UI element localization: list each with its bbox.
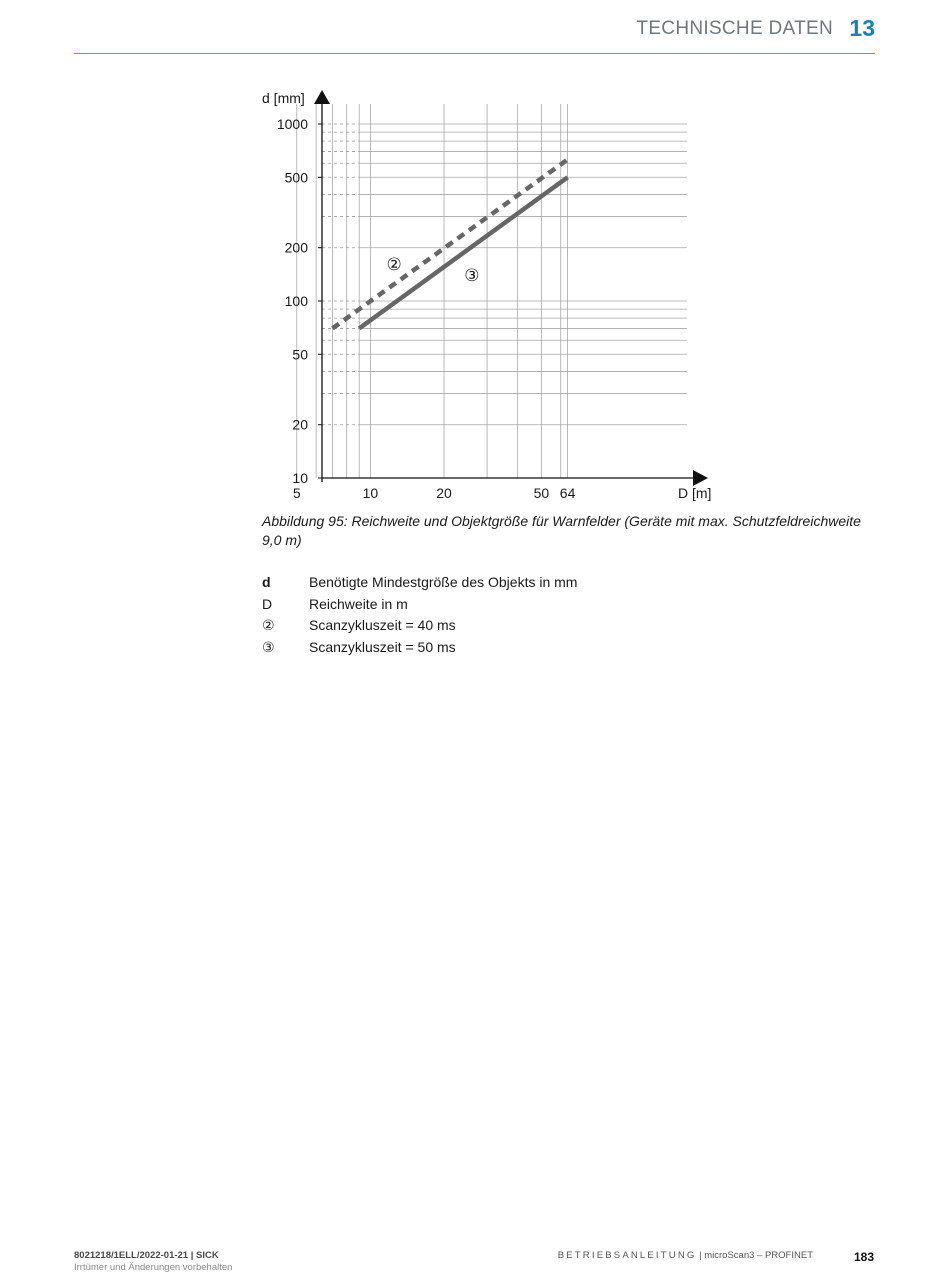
series-label: ③ [464, 265, 480, 285]
x-axis-arrow [693, 470, 708, 486]
legend-symbol: D [262, 595, 273, 612]
y-tick-label: 100 [284, 293, 308, 309]
product-name: | microScan3 – PROFINET [696, 1250, 813, 1261]
disclaimer: Irrtümer und Änderungen vorbehalten [74, 1262, 233, 1273]
figure-caption: Abbildung 95: Reichweite und Objektgröße für Warnfelder (Geräte mit max. Schutzfeldreichweite 9,0 m) [262, 513, 861, 548]
x-axis-label: D [m] [678, 485, 712, 501]
y-tick-label: 10 [292, 470, 308, 486]
legend-symbol: ② [262, 617, 275, 633]
x-tick-label: 50 [533, 485, 550, 501]
x-tick-label: 10 [362, 485, 379, 501]
legend-text: Scanzykluszeit = 40 ms [309, 617, 456, 633]
footer-manual [558, 1250, 813, 1261]
y-tick-label: 500 [284, 169, 308, 186]
x-tick-label: 64 [559, 485, 576, 501]
chart-grid [297, 104, 687, 478]
header-divider [74, 53, 875, 54]
y-tick-label: 200 [284, 239, 308, 256]
footer-doc-info [74, 1250, 232, 1274]
y-axis-label: d [mm] [262, 90, 305, 106]
manual-type: BETRIEBSANLEITUNG [557, 1250, 697, 1261]
chart-series [333, 160, 568, 329]
series-line-dashed [333, 160, 568, 329]
legend-text: Scanzykluszeit = 50 ms [309, 638, 456, 655]
legend-text: Benötigte Mindestgröße des Objekts in mm [309, 574, 578, 590]
y-tick-label: 50 [292, 346, 308, 363]
document-id: 8021218/1ELL/2022-01-21 | SICK [74, 1250, 219, 1261]
section-title: TECHNISCHE DATEN [636, 18, 833, 39]
x-tick-label: 5 [292, 485, 301, 501]
chapter-number: 13 [849, 15, 875, 41]
legend-text: Reichweite in m [309, 595, 408, 612]
y-tick-label: 1000 [276, 116, 308, 132]
y-tick-label: 20 [292, 416, 308, 433]
page-number: 183 [853, 1250, 874, 1264]
series-label: ② [386, 254, 402, 274]
legend-symbol: d [262, 574, 271, 590]
chart-series-labels [386, 255, 479, 285]
y-axis-arrow [314, 90, 330, 104]
x-tick-label: 20 [436, 485, 452, 501]
range-object-size-chart [250, 80, 730, 510]
legend-symbol: ③ [262, 638, 275, 655]
series-line-solid [359, 177, 567, 328]
